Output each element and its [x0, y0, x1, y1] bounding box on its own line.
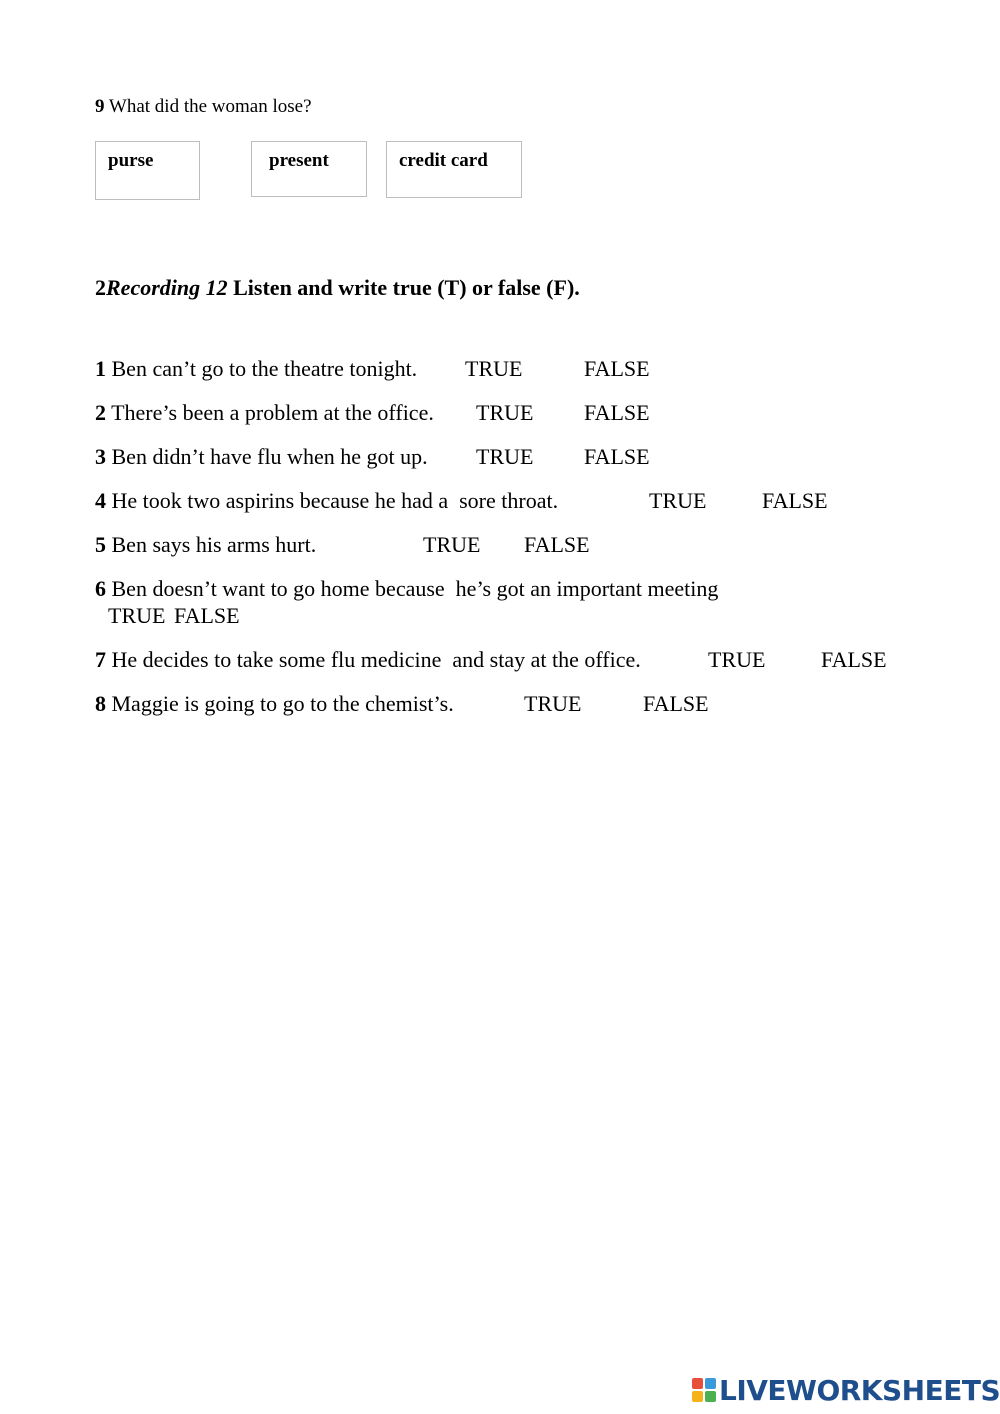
answer-option-credit-card[interactable]: credit card: [386, 141, 522, 198]
true-option-6[interactable]: TRUE: [108, 603, 166, 628]
false-option-4[interactable]: FALSE: [762, 488, 828, 513]
statement-5: 5 Ben says his arms hurt.: [95, 532, 317, 557]
true-option-4[interactable]: TRUE: [649, 488, 707, 513]
true-option-2[interactable]: TRUE: [476, 400, 534, 425]
logo-square-icon: [705, 1391, 716, 1402]
false-option-8[interactable]: FALSE: [643, 691, 709, 716]
liveworksheets-logo: [692, 1374, 1000, 1406]
exercise-number: 2: [95, 275, 106, 300]
statement-6: 6 Ben doesn’t want to go home because he’s got an important meeting: [95, 576, 719, 601]
exercise-heading: [95, 275, 580, 301]
answer-option-purse[interactable]: purse: [95, 141, 200, 200]
false-option-2[interactable]: FALSE: [584, 400, 650, 425]
false-option-7[interactable]: FALSE: [821, 647, 887, 672]
statement-4: 4 He took two aspirins because he had a sore throat.: [95, 488, 559, 513]
logo-square-icon: [692, 1378, 703, 1389]
true-option-5[interactable]: TRUE: [423, 532, 481, 557]
logo-square-icon: [692, 1391, 703, 1402]
question-9-prompt: [95, 96, 312, 118]
statement-3: 3 Ben didn’t have flu when he got up.: [95, 444, 428, 469]
false-option-3[interactable]: FALSE: [584, 444, 650, 469]
false-option-6[interactable]: FALSE: [174, 603, 240, 628]
logo-square-icon: [705, 1378, 716, 1389]
statement-8: 8 Maggie is going to go to the chemist’s.: [95, 691, 454, 716]
true-option-7[interactable]: TRUE: [708, 647, 766, 672]
question-text: What did the woman lose?: [104, 96, 312, 117]
logo-text: LIVEWORKSHEETS: [719, 1373, 1000, 1407]
statement-7: 7 He decides to take some flu medicine and stay at the office.: [95, 647, 641, 672]
false-option-1[interactable]: FALSE: [584, 356, 650, 381]
recording-label: Recording 12: [106, 275, 228, 300]
true-option-3[interactable]: TRUE: [476, 444, 534, 469]
true-option-1[interactable]: TRUE: [465, 356, 523, 381]
true-option-8[interactable]: TRUE: [524, 691, 582, 716]
answer-option-present[interactable]: present: [251, 141, 367, 197]
false-option-5[interactable]: FALSE: [524, 532, 590, 557]
statement-1: 1 Ben can’t go to the theatre tonight.: [95, 356, 418, 381]
statement-2: 2 There’s been a problem at the office.: [95, 400, 434, 425]
liveworksheets-logo-icon: [692, 1378, 716, 1402]
exercise-instruction: Listen and write true (T) or false (F).: [227, 275, 580, 300]
question-number: 9: [95, 96, 105, 117]
